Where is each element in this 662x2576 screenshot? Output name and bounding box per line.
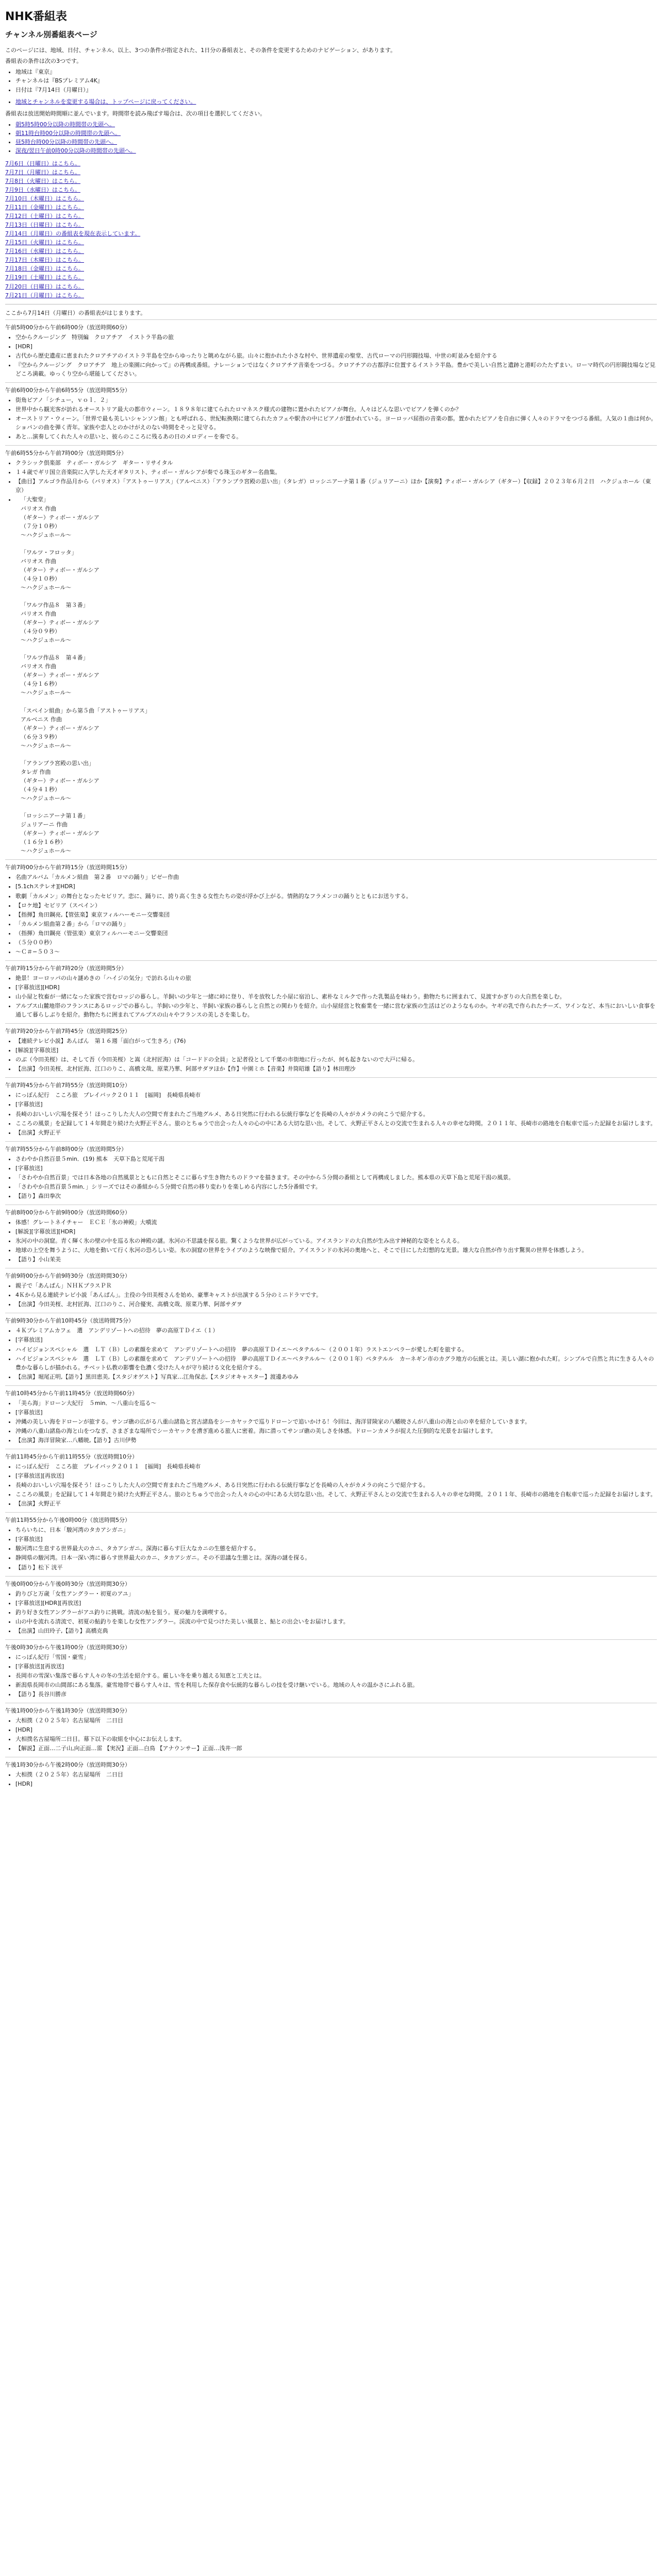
program-details bbox=[5, 1526, 657, 1571]
program-details bbox=[5, 1589, 657, 1635]
program-detail-item: • [字幕放送] bbox=[15, 1535, 657, 1544]
program-time: 午前8時00分から午前9時00分（放送時間60分） bbox=[5, 1209, 130, 1216]
program-detail-item: • あと…演奏してくれた人々の思いと、彼らのこころに残るあの日のメロディーを奏でる。 bbox=[15, 432, 657, 441]
program-detail-item: • [字幕放送][再放送] bbox=[15, 1471, 657, 1480]
page-title: NHK番組表 bbox=[5, 10, 67, 23]
date-link[interactable]: 7月6日（日曜日）はこちら。 bbox=[5, 160, 80, 167]
program-details bbox=[5, 459, 657, 855]
program-details bbox=[5, 1091, 657, 1137]
program-entry bbox=[5, 382, 657, 445]
program-details bbox=[5, 1653, 657, 1699]
program-detail-item: • にっぽん紀行 こころ旅 プレイバック２０１１ [福岡] 長崎県長崎市 bbox=[15, 1091, 657, 1099]
program-detail-item: • 〜Ｃ＃−５０３〜 bbox=[15, 947, 657, 956]
program-entry bbox=[5, 1512, 657, 1575]
program-detail-item: • 絶景！ヨーロッパの山々謎めきの「ハイジの気分」で訪れる山々の旅 bbox=[15, 974, 657, 982]
program-detail-item: • 駿河湾に生息する世界最大のカニ、タカアシガニ。深海に暮らす巨大なカニの生態を紹介する。 bbox=[15, 1544, 657, 1553]
intro-text: このページには、地域、日付、チャンネル、以上、3つの条件が指定された、1日分の番組表と、その条件を変更するためのナビゲーション、があります。 bbox=[5, 47, 396, 54]
program-detail-item: • 『空からクルージング クロアチア 地上の楽園に向かって』の再構成番組。ナレーションではなくクロアチア音楽をつづる。クロアチアの古都浮に位置するイストラ半島。豊かで美しい自然と遺跡と港町のたたずまい。ローマ時代の円形闘技場など見どころ満載。ゆっくり空から堪能してください。 bbox=[15, 361, 657, 378]
conditions-label: 番組表の条件は次の3つです。 bbox=[5, 58, 82, 65]
program-time: 午前10時45分から午前11時45分（放送時間60分） bbox=[5, 1389, 138, 1397]
program-detail-item: • 「カルメン組曲第２番」から「ロマの踊り」 bbox=[15, 920, 657, 928]
program-detail-item: • 体感！グレートネイチャー ＥＣＥ「氷の神殿」大噴流 bbox=[15, 1218, 657, 1227]
program-detail-item: • [解説][字幕放送] bbox=[15, 1046, 657, 1055]
section-note: 番組表は放送開始時間順に並んでいます。時間帯を読み飛ばす場合は、次の項目を選択してください。 bbox=[5, 110, 266, 117]
program-detail-item: • 【出演】火野正平 bbox=[15, 1499, 657, 1508]
program-time: 午前6時55分から午前7時00分（放送時間5分） bbox=[5, 450, 127, 457]
program-detail-item: • [字幕放送][HDR] bbox=[15, 983, 657, 992]
program-detail-item: • （５分００秒） bbox=[15, 938, 657, 947]
program-detail-item: • 【出演】堀尾正明,【語り】黒田恵美,【スタジオゲスト】写真家…江角保志,【スタジオキャスター】渡邊あゆみ bbox=[15, 1372, 657, 1381]
program-details bbox=[5, 1462, 657, 1508]
program-entry bbox=[5, 1703, 657, 1757]
program-list bbox=[5, 319, 657, 1793]
program-detail-item: • [HDR] bbox=[15, 1780, 657, 1788]
program-entry bbox=[5, 1757, 657, 1792]
program-detail-item: • 【出演】今田美桜、北村匠海、江口のりこ、河合優実、高橋文哉、原菜乃華、阿部サダヲ bbox=[15, 1300, 657, 1309]
program-detail-item: • [字幕放送][再放送] bbox=[15, 1662, 657, 1671]
program-detail-item: • 長崎のおいしい穴場を探そう！ほっこりした大人の空間で育まれたご当地グルメ、ある日突然に行われる伝統行事などを長崎の人々がカメラの向こうで紹介する。 bbox=[15, 1110, 657, 1118]
program-time: 午後0時00分から午後0時30分（放送時間30分） bbox=[5, 1580, 130, 1587]
program-detail-item: • 古代から歴史遺産に恵まれたクロアチアのイストラ半島を空からゆったりと眺めながら旅。山々に抱かれた小さな村や、世界遺産の聖堂、古代ローマの円形闘技場、中世の町並みを紹介する bbox=[15, 351, 657, 360]
program-detail-item: • 長崎のおいしい穴場を探そう！ほっこりした大人の空間で育まれたご当地グルメ、ある日突然に行われる伝統行事などを長崎の人々がカメラの向こうで紹介する。 bbox=[15, 1481, 657, 1489]
program-entry bbox=[5, 1385, 657, 1449]
program-time: 午前7時45分から午前7時55分（放送時間10分） bbox=[5, 1082, 130, 1089]
time-jump-link[interactable]: 深夜/翌日午前0時00分以降の時間帯の先頭へ。 bbox=[15, 147, 136, 154]
time-jump-link[interactable]: 朝11時台時00分以降の時間帯の先頭へ。 bbox=[15, 129, 121, 137]
program-entry bbox=[5, 859, 657, 960]
program-details bbox=[5, 1037, 657, 1073]
program-detail-item: • 世界中から観光客が訪れるオーストリア最大の都市ウィーン。１８９８年に建てられたロマネスク様式の建物に置かれたピアノが舞台。人々はどんな思いでピアノを弾くのか？ bbox=[15, 405, 657, 414]
program-detail-item: • 【語り】松下 洸平 bbox=[15, 1563, 657, 1572]
date-link[interactable]: 7月12日（土曜日）はこちら。 bbox=[5, 213, 84, 220]
program-detail-item: • 【語り】小山茉美 bbox=[15, 1255, 657, 1264]
program-time: 午前9時00分から午前9時30分（放送時間30分） bbox=[5, 1273, 130, 1280]
program-detail-item: • 空からクルージング 特別編 クロアチア イストラ半島の旅 bbox=[15, 333, 657, 342]
conditions-list bbox=[5, 67, 657, 94]
program-detail-item: • 沖縄の美しい海をドローンが旅する。サンゴ礁の広がる八重山諸島と宮古諸島をシーカヤックで巡りドローンで追いかける！今回は、海洋冒険家の八幡暁さんが八重山の海と山の幸を紹介していきます。 bbox=[15, 1417, 657, 1426]
program-details bbox=[5, 1399, 657, 1445]
program-detail-item: • 釣り好き女性アングラーがアユ釣りに挑戦。清流の鮎を狙う。夏の魅力を満喫する。 bbox=[15, 1608, 657, 1617]
program-entry bbox=[5, 1639, 657, 1703]
program-time: 午後1時00分から午後1時30分（放送時間30分） bbox=[5, 1707, 130, 1715]
date-link[interactable]: 7月16日（水曜日）はこちら。 bbox=[5, 248, 84, 255]
program-details bbox=[5, 1770, 657, 1788]
program-detail-item: • 【連続テレビ小説】あんぱん 第１６週「面白がって生きろ」(76) bbox=[15, 1037, 657, 1045]
program-detail-item: • 【曲目】アルゴラ作品月から（バリオス）「アストゥーリアス」（アルベニス）「アランブラ宮殿の思い出」（タレガ）ロッシニアーナ第１番（ジュリアーニ）ほか【演奏】ティボー・ガルシア（ギター）【収録】２０２３年６月２日 ハクジュホール（東京） bbox=[15, 477, 657, 495]
time-jump-link[interactable]: 朝5時5時00分以降の時間帯の先頭へ。 bbox=[15, 121, 115, 128]
program-time: 午前7時15分から午前7時20分（放送時間5分） bbox=[5, 964, 127, 972]
program-detail-item: • こころの風景」を記録して１４年間走り続けた火野正平さん。旅のとちゅうで出会った人々の心の中にある大切な思い出。そして、火野正平さんとの交流で生まれる人々の幸せな時間。２０１１年、長崎市の路地を自転車で巡った記録をお届けします。 bbox=[15, 1490, 657, 1499]
page-subtitle: チャンネル別番組表ページ bbox=[5, 30, 97, 40]
program-detail-item: • 街角ピアノ「シチュー，ｖｏｌ．２」 bbox=[15, 396, 657, 404]
program-time: 午前11時55分から午後0時00分（放送時間5分） bbox=[5, 1517, 130, 1524]
date-link[interactable]: 7月11日（金曜日）はこちら。 bbox=[5, 204, 84, 211]
program-detail-item: • 【指揮】角田鋼亮,【管弦楽】東京フィルハーモニー交響楽団 bbox=[15, 910, 657, 919]
program-detail-item: • [HDR] bbox=[15, 342, 657, 351]
program-time: 午前9時30分から午前10時45分（放送時間75分） bbox=[5, 1317, 134, 1325]
program-detail-item: • 親子で「あんぱん」ＮＨＫプラスＰＲ bbox=[15, 1281, 657, 1290]
date-link[interactable]: 7月13日（日曜日）はこちら。 bbox=[5, 222, 84, 229]
program-detail-item: • [字幕放送] bbox=[15, 1408, 657, 1417]
program-time: 午前5時00分から午前6時00分（放送時間60分） bbox=[5, 324, 130, 331]
program-detail-item: • 氷河の中の洞窟。青く輝く氷の壁の中を巡る氷の神殿の謎。氷河の不思議を探る旅。驚くような世界が広がっている。アイスランドの大自然が生み出す神秘的な姿をとらえる。 bbox=[15, 1236, 657, 1245]
program-detail-item: • [字幕放送][HDR][再放送] bbox=[15, 1599, 657, 1607]
program-detail-item: • 静岡県の駿河湾。日本一深い湾に暮らす世界最大のカニ、タカアシガニ。その不思議な生態とは。深海の謎を探る。 bbox=[15, 1553, 657, 1562]
time-jump-list bbox=[5, 120, 657, 155]
program-detail-item: • こころの風景」を記録して１４年間走り続けた火野正平さん。旅のとちゅうで出会った人々の心の中にある大切な思い出。そして、火野正平さんとの交流で生まれる人々の幸せな時間。２０１１年、長崎市の路地を自転車で巡った記録をお届けします。 bbox=[15, 1119, 657, 1128]
program-details bbox=[5, 974, 657, 1019]
program-detail-item: • （指揮）角田鋼亮（管弦楽）東京フィルハーモニー交響楽団 bbox=[15, 929, 657, 938]
program-details bbox=[5, 1155, 657, 1200]
program-detail-item: • 【解説】正面…二子山,向正面…雷 【実況】正面…白鳥 【アナウンサー】正面…浅井一郎 bbox=[15, 1744, 657, 1753]
program-time: 午前7時00分から午前7時15分（放送時間15分） bbox=[5, 864, 130, 871]
date-link[interactable]: 7月14日（月曜日）の番組表を現在表示しています。 bbox=[5, 230, 141, 238]
program-details bbox=[5, 1218, 657, 1264]
program-detail-item: • [HDR] bbox=[15, 1725, 657, 1734]
program-detail-item: • 山小屋と牧畜が一緒になった家族で営むロッジの暮らし。羊飼いの少年と一緒に峠に登り、羊を放牧した小屋に宿泊し、素朴なミルクで作った乳製品を味わう。動物たちに囲まれて、見渡すかぎりの大自然を楽しむ。 bbox=[15, 992, 657, 1001]
date-link[interactable]: 7月17日（木曜日）はこちら。 bbox=[5, 257, 84, 264]
program-detail-item: • １４歳でギリ国立音楽院に入学した天才ギタリスト、ティボー・ガルシアが奏でる珠玉のギター名曲集。 bbox=[15, 468, 657, 477]
program-detail-item: • 名曲アルバム「カルメン組曲 第２番 ロマの踊り」ビゼー作曲 bbox=[15, 873, 657, 882]
program-detail-item: • にっぽん紀行 こころ旅 プレイバック２０１１ [福岡] 長崎県長崎市 bbox=[15, 1462, 657, 1471]
condition-channel: • チャンネルは『BSプレミアム4K』 bbox=[15, 76, 657, 85]
program-detail-item: • 沖縄の八重山諸島の海と山をつなぎ、さまざまな場所でシーカヤックを漕ぎ進める旅人に密着。海に潜ってサンゴ礁の美しさを体感。ドローンカメラが捉えた圧倒的な光景をお届けします。 bbox=[15, 1427, 657, 1435]
program-detail-item: • [字幕放送] bbox=[15, 1164, 657, 1173]
time-jump-link[interactable]: 昼5時台時00分以降の時間帯の先頭へ。 bbox=[15, 138, 117, 145]
program-time: 午後1時30分から午後2時00分（放送時間30分） bbox=[5, 1761, 130, 1769]
program-detail-item: • 【語り】森田拳次 bbox=[15, 1192, 657, 1200]
date-link[interactable]: 7月10日（木曜日）はこちら。 bbox=[5, 195, 84, 202]
program-detail-item: • ハイビジョンスペシャル 選 ＬＴ（Ｂ）しの素顔を求めて アンデリゾートへの招待 夢の高原ＴＤイエ〜ペタテルル〜（２００１年）ペタテルル カーネギン市のカグラ地方の伝統とは。美しい湖に抱かれた町。シンプルで自然と共に生きる人々の豊かな暮らしが描かれる。チベット仏教の影響を色濃く受けた人々が守り続ける文化を紹介する。 bbox=[15, 1354, 657, 1372]
program-detail-item: • 大相撲名古屋場所二日目。幕下以下の取組を中心にお伝えします。 bbox=[15, 1735, 657, 1743]
program-tracklist: • 「大聖堂」 バリオス 作曲 （ギター）ティボー・ガルシア （７分１０秒） 〜ハクジュホール〜 「ワルツ・フロッタ」 バリオス 作曲 （ギター）ティボー・ガルシア （４分１０秒） 〜ハクジュホール〜 「ワルツ作品８ 第３番」 バリオス 作曲 （ギター）ティボー・ガルシア （４分０９秒） 〜ハクジュホール〜 「ワルツ作品８ 第４番」 バリオス 作曲 （ギター）ティボー・ガルシア （４分１６秒） 〜ハクジュホール〜 「スペイン組曲」から第５曲「アストゥーリアス」 アルベニス 作曲 （ギター）ティボー・ガルシア （６分３９秒） 〜ハクジュホール〜 「アランブラ宮殿の思い出」 タレガ 作曲 （ギター）ティボー・ガルシア （４分４１秒） 〜ハクジュホール〜 「ロッシニアーナ第１番」 ジュリアーニ 作曲 （ギター）ティボー・ガルシア （１６分１６秒） 〜ハクジュホール〜 bbox=[15, 495, 657, 855]
program-entry bbox=[5, 1449, 657, 1512]
program-detail-item: • [解説][字幕放送][HDR] bbox=[15, 1227, 657, 1236]
program-detail-item: • にっぽん紀行「雪国・豪雪」 bbox=[15, 1653, 657, 1662]
program-detail-item: • 【出演】海洋冒険家…八幡暁,【語り】古川伊勢 bbox=[15, 1436, 657, 1445]
program-entry bbox=[5, 445, 657, 859]
program-details bbox=[5, 333, 657, 378]
program-detail-item: • 4Ｋから見る連続テレビ小説「あんぱん」。主役の今田美桜さんを始め、豪華キャストが出演する５分のミニドラマです。 bbox=[15, 1291, 657, 1299]
program-detail-item: • さわやか自然百景５min．(19) 熊本 天草下島と荒尾干潟 bbox=[15, 1155, 657, 1163]
program-detail-item: • 「さわやか自然百景」では日本各地の自然風景とともに自然とそこに暮らす生き物たちのドラマを描きます。その中から５分間の番組として再構成しました。熊本県の天草下島と荒尾干潟の風景。 bbox=[15, 1173, 657, 1182]
program-detail-item: • 山の中を流れる清流で、初夏の鮎釣りを楽しむ女性アングラー。渓流の中で見つけた美しい風景と、鮎との出会いをお届けします。 bbox=[15, 1617, 657, 1626]
condition-date: • 日付は『7月14日（月曜日）』 bbox=[15, 86, 657, 94]
program-detail-item: • 【出演】今田美桜、北村匠海、江口のりこ、高橋文哉、原菜乃華、阿部サダヲほか【作】中園ミホ【音楽】井筒昭雄【語り】林田理沙 bbox=[15, 1064, 657, 1073]
program-detail-item: • 「さわやか自然百景５min．」シリーズではその番組から５分間で自然の移り変わりを楽しめる内容にした5分番組です。 bbox=[15, 1182, 657, 1191]
program-time: 午前7時55分から午前8時00分（放送時間5分） bbox=[5, 1145, 127, 1153]
date-link[interactable]: 7月21日（月曜日）はこちら。 bbox=[5, 292, 84, 299]
program-time: 午前6時00分から午前6時55分（放送時間55分） bbox=[5, 386, 130, 394]
program-detail-item: • のぶ（今田美桜）は、そして吾（今田美桜）と嵩（北村匠海）は「コードドの全員」と記者役として千葉の市街地に行ったが、何も起きないので大戸に帰る。 bbox=[15, 1055, 657, 1064]
program-detail-item: • オーストリア・ウィーン。「世界で最も美しいシャンソン館」とも呼ばれる、世紀転換期に建てられたカフェや駅舎の中にピアノが置かれている。ヨーロッパ屈指の音楽の都。置かれたピアノを自由に弾く人々のドラマをつづる番組。人気の１曲は何か。ショパンの曲を弾く青年。家族や恋人とのかけがえのない時間をそっと見守る。 bbox=[15, 414, 657, 432]
program-detail-item: • 地球の上空を舞うように、大地を動いて行く氷河の恐ろしい姿。氷の洞窟の世界をライブのような映像で紹介。アイスランドの氷河の奥地へと、そこで目にした幻想的な光景。雄大な自然が作り出す驚異の世界を体感しよう。 bbox=[15, 1246, 657, 1255]
date-link[interactable]: 7月19日（土曜日）はこちら。 bbox=[5, 274, 84, 281]
program-detail-item: • 【出演】山田玲子,【語り】高橋克典 bbox=[15, 1626, 657, 1635]
condition-region: • 地域は『東京』 bbox=[15, 67, 657, 76]
program-entry bbox=[5, 1023, 657, 1077]
program-detail-item: • 釣りびと万歳「女性アングラー・初夏のアユ」 bbox=[15, 1589, 657, 1598]
program-detail-item: • 長岡市の雪深い集落で暮らす人々の冬の生活を紹介する。厳しい冬を乗り越える知恵と工夫とは。 bbox=[15, 1671, 657, 1680]
date-link[interactable]: 7月7日（月曜日）はこちら。 bbox=[5, 168, 80, 176]
program-entry bbox=[5, 319, 657, 382]
date-navigation bbox=[5, 159, 657, 300]
program-detail-item: • 大相撲（２０２５年）名古屋場所 二日目 bbox=[15, 1770, 657, 1779]
program-detail-item: • [字幕放送] bbox=[15, 1100, 657, 1109]
program-entry bbox=[5, 1313, 657, 1385]
date-link[interactable]: 7月18日（金曜日）はこちら。 bbox=[5, 265, 84, 273]
program-entry bbox=[5, 1141, 657, 1205]
program-details bbox=[5, 1281, 657, 1309]
program-time: 午前7時20分から午前7時45分（放送時間25分） bbox=[5, 1028, 130, 1035]
program-detail-item: • アルプス山麓地帯のフランスにあるロッジでの暮らし。羊飼いの少年と、羊飼い家族の暮らしと自然との関わりを紹介。山小屋経営と牧畜業を一緒に営む家族の生活はどのようなものか。ヤギの乳で作られたチーズ、ワインなど、本当においしい食事を通して暮らしぶりを紹介。動物たちに囲まれてアルプスの山々やフランスの美しさを楽しむ。 bbox=[15, 1002, 657, 1019]
program-detail-item: • [5.1chステレオ][HDR] bbox=[15, 882, 657, 891]
program-detail-item: • [字幕放送] bbox=[15, 1335, 657, 1344]
program-detail-item: • 「美ら海」ドローン大紀行 ５min．〜八重山を巡る〜 bbox=[15, 1399, 657, 1408]
date-link[interactable]: 7月20日（日曜日）はこちら。 bbox=[5, 283, 84, 290]
program-entry bbox=[5, 1576, 657, 1639]
program-time: 午後0時30分から午後1時00分（放送時間30分） bbox=[5, 1643, 130, 1651]
program-details bbox=[5, 873, 657, 956]
program-entry bbox=[5, 1077, 657, 1141]
program-detail-item: • 歌劇「カルメン」の舞台となったセビリア。恋に、踊りに、誇り高く生きる女性たちの姿が浮かび上がる。情熱的なフラメンコの踊りとともにお送りする。 bbox=[15, 892, 657, 901]
program-time: 午前11時45分から午前11時55分（放送時間10分） bbox=[5, 1453, 138, 1460]
back-to-top-link[interactable]: 地域とチャンネルを変更する場合は、トップページに戻ってください。 bbox=[15, 98, 196, 105]
program-entry bbox=[5, 1268, 657, 1313]
schedule-start-note: ここから7月14日（月曜日）の番組表がはじまります。 bbox=[5, 309, 146, 316]
program-detail-item: • ４Ｋプレミアムカフェ 選 アンデリゾートへの招待 夢の高原ＴＤイエ（１） bbox=[15, 1326, 657, 1335]
program-details bbox=[5, 396, 657, 441]
program-detail-item: • 大相撲（２０２５年）名古屋場所 二日目 bbox=[15, 1716, 657, 1725]
program-detail-item: • 新潟県長岡市の山間部にある集落。豪雪地帯で暮らす人々は、雪を利用した保存食や伝統的な暮らしの技を受け継いでいる。地域の人々の温かさにふれる旅。 bbox=[15, 1681, 657, 1689]
program-detail-item: • 【ロケ地】セビリア（スペイン） bbox=[15, 901, 657, 910]
program-detail-item: • クラシック倶楽部 ティボー・ガルシア ギター・リサイタル bbox=[15, 459, 657, 467]
program-entry bbox=[5, 960, 657, 1023]
date-link[interactable]: 7月8日（火曜日）はこちら。 bbox=[5, 177, 80, 184]
program-detail-item: • 【語り】長谷川勝彦 bbox=[15, 1690, 657, 1699]
program-details bbox=[5, 1716, 657, 1753]
program-detail-item: • ちらいちに、日本「駿河湾のタカアシガニ」 bbox=[15, 1526, 657, 1534]
program-detail-item: • ハイビジョンスペシャル 選 ＬＴ（Ｂ）しの素顔を求めて アンデリゾートへの招待 夢の高原ＴＤイエ〜ペタテルル〜（２００１年）ラストエンペラーが愛した町を旅する。 bbox=[15, 1345, 657, 1354]
program-entry bbox=[5, 1205, 657, 1268]
date-link[interactable]: 7月9日（水曜日）はこちら。 bbox=[5, 187, 80, 193]
date-link[interactable]: 7月15日（火曜日）はこちら。 bbox=[5, 239, 84, 246]
program-detail-item: • 【出演】火野正平 bbox=[15, 1128, 657, 1137]
change-link-list bbox=[5, 97, 657, 106]
program-details bbox=[5, 1326, 657, 1381]
